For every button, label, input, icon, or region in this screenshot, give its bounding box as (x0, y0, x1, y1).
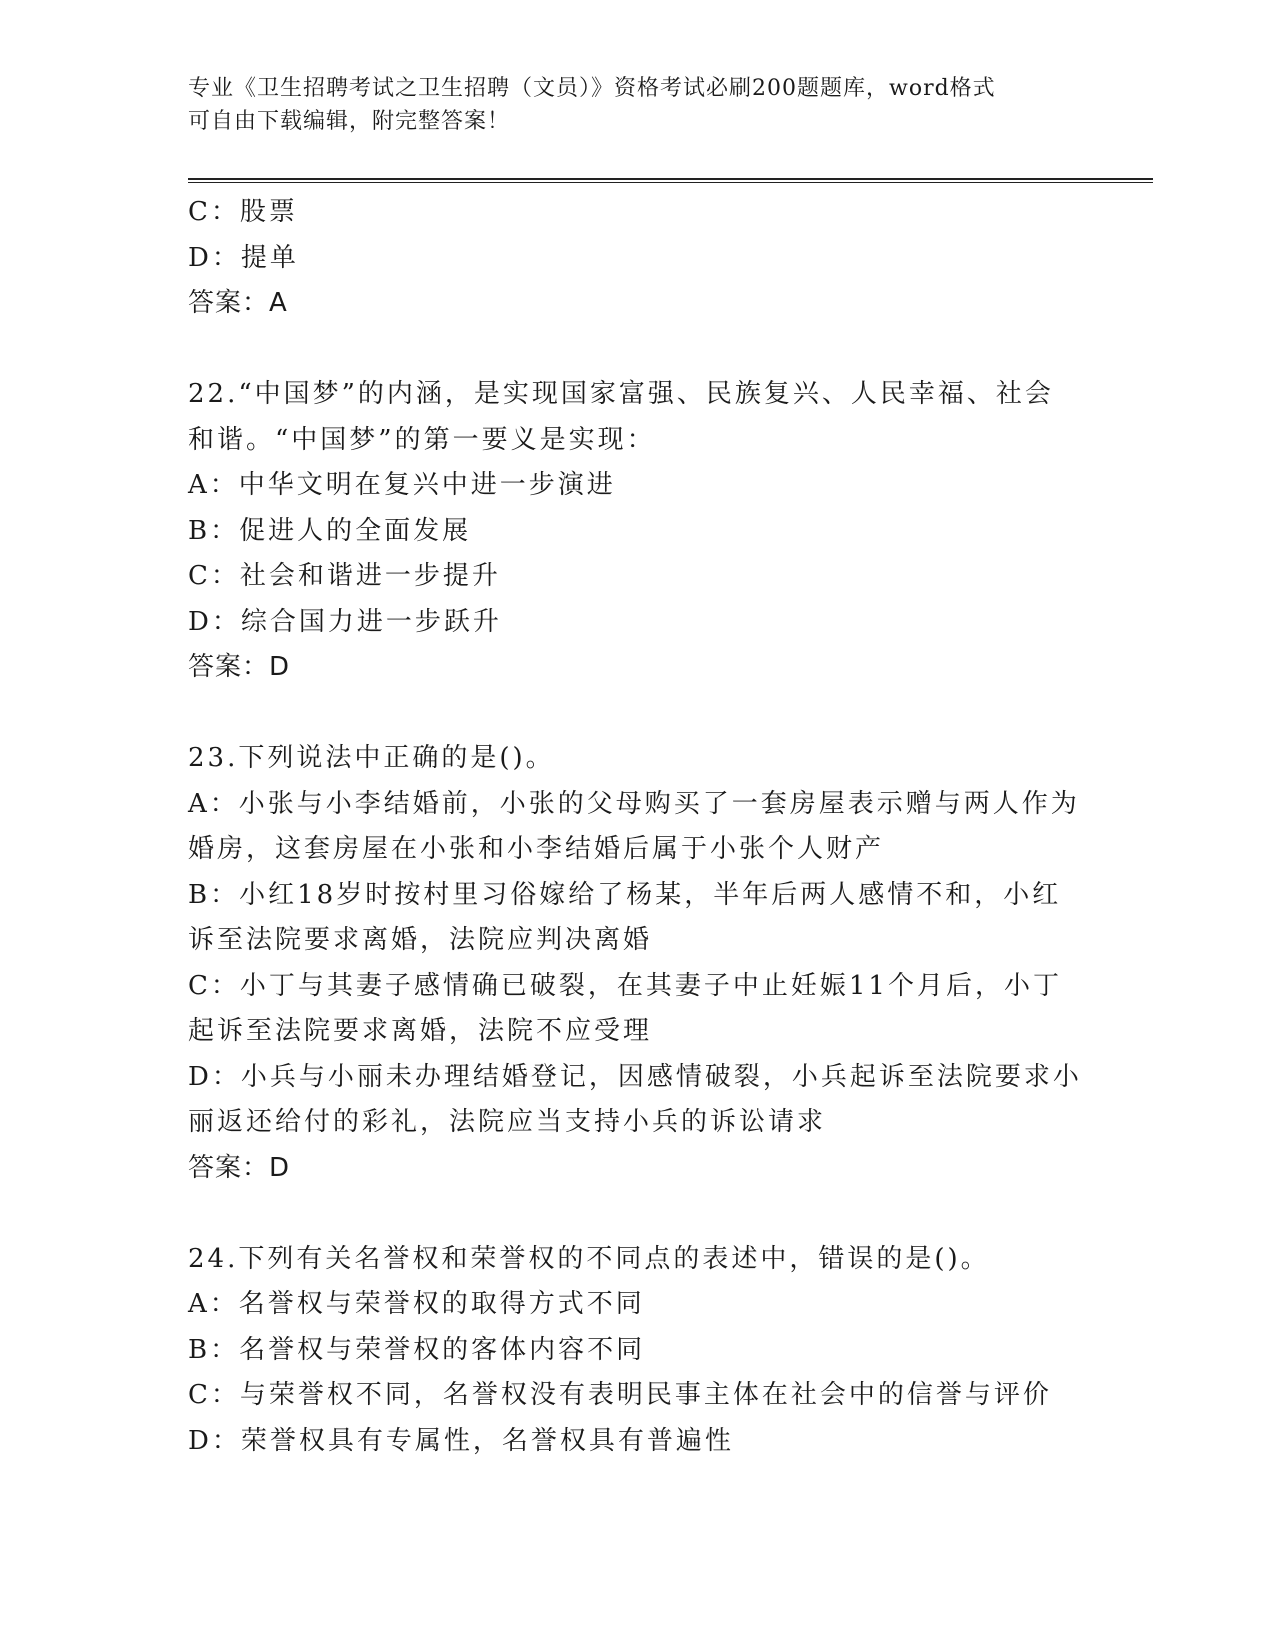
option-c: C：小丁与其妻子感情确已破裂，在其妻子中止妊娠11个月后，小丁 (188, 970, 1062, 1001)
header-divider (188, 178, 1153, 183)
option-d: D：小兵与小丽未办理结婚登记，因感情破裂，小兵起诉至法院要求小 (188, 1061, 1082, 1092)
option-b: B：名誉权与荣誉权的客体内容不同 (188, 1334, 646, 1365)
option-d: D：综合国力进一步跃升 (188, 606, 502, 637)
answer: 答案：D (188, 1152, 291, 1183)
option-a-cont: 婚房，这套房屋在小张和小李结婚后属于小张个人财产 (188, 834, 885, 864)
option-d: D：提单 (188, 242, 299, 273)
header-line-2: 可自由下载编辑，附完整答案！ (188, 109, 511, 134)
document-header (188, 72, 1068, 138)
question-stem: 和谐。“中国梦”的第一要义是实现： (188, 424, 656, 455)
previous-question-tail (188, 190, 1088, 327)
option-c: C：股票 (188, 197, 298, 227)
answer: 答案：A (188, 288, 288, 318)
option-c: C：与荣誉权不同，名誉权没有表明民事主体在社会中的信誉与评价 (188, 1380, 1052, 1410)
option-c-cont: 起诉至法院要求离婚，法院不应受理 (188, 1016, 653, 1046)
option-c: C：社会和谐进一步提升 (188, 561, 501, 591)
option-a: A：小张与小李结婚前，小张的父母购买了一套房屋表示赠与两人作为 (188, 788, 1080, 819)
option-b-cont: 诉至法院要求离婚，法院应判决离婚 (188, 925, 653, 955)
question-23 (188, 736, 1088, 1191)
option-b: B：小红18岁时按村里习俗嫁给了杨某，半年后两人感情不和，小红 (188, 879, 1062, 910)
option-a: A：名誉权与荣誉权的取得方式不同 (188, 1289, 645, 1319)
option-d: D：荣誉权具有专属性，名誉权具有普遍性 (188, 1425, 734, 1456)
header-line-1: 专业《卫生招聘考试之卫生招聘（文员）》资格考试必刷200题题库，word格式 (188, 76, 996, 101)
question-content (188, 190, 1088, 1464)
answer: 答案：D (188, 652, 291, 682)
question-24 (188, 1237, 1088, 1465)
question-stem: 24.下列有关名誉权和荣誉权的不同点的表述中，错误的是()。 (188, 1243, 990, 1274)
question-stem: 22.“中国梦”的内涵，是实现国家富强、民族复兴、人民幸福、社会 (188, 379, 1054, 409)
option-a: A：中华文明在复兴中进一步演进 (188, 470, 616, 500)
option-d-cont: 丽返还给付的彩礼，法院应当支持小兵的诉讼请求 (188, 1107, 827, 1137)
option-b: B：促进人的全面发展 (188, 515, 472, 546)
question-stem: 23.下列说法中正确的是()。 (188, 743, 555, 773)
question-22 (188, 372, 1088, 691)
